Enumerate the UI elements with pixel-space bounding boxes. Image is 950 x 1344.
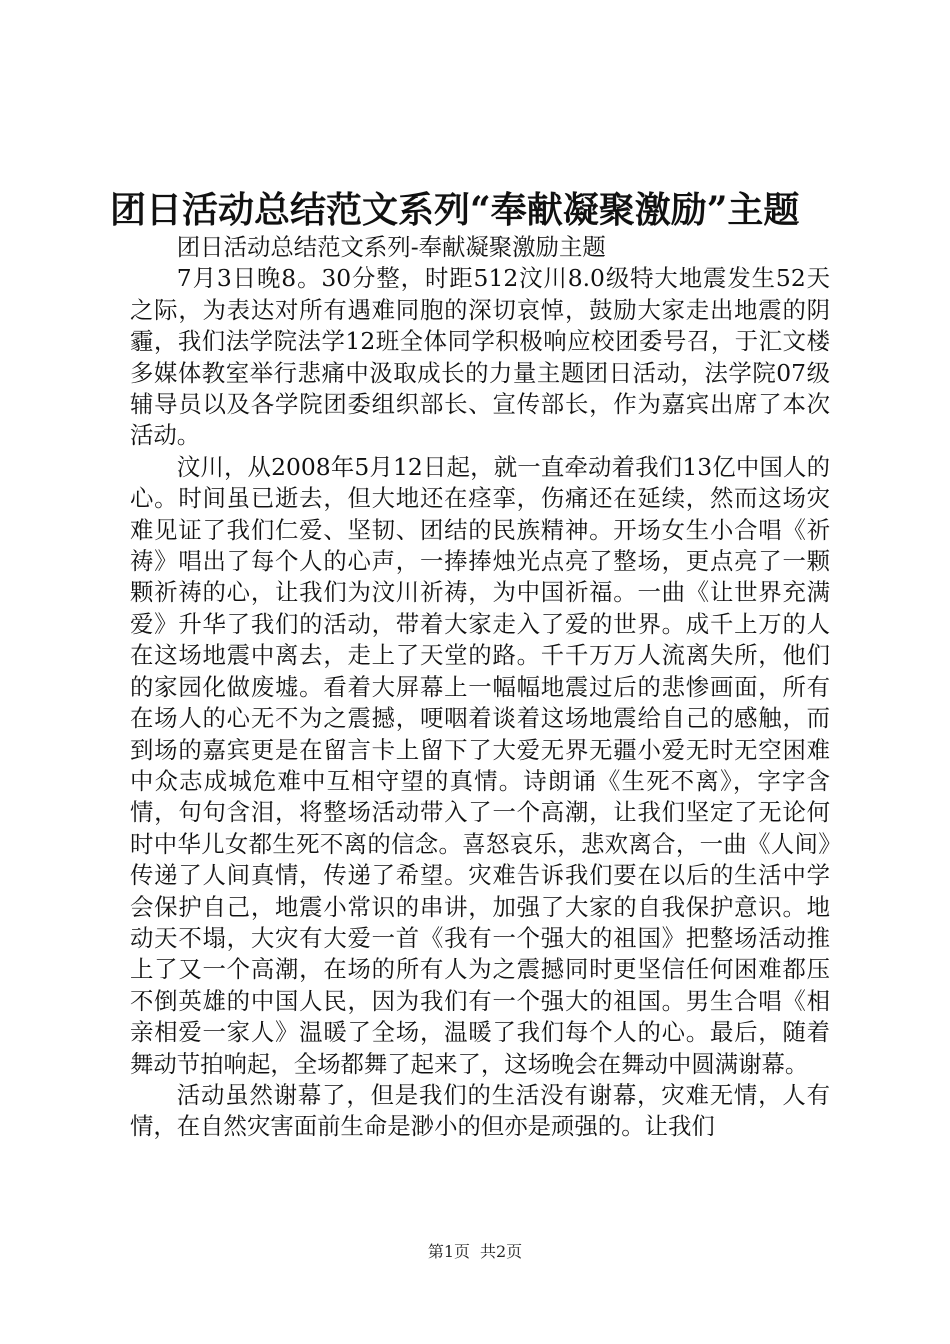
page-footer (0, 1242, 950, 1262)
paragraph-intro: 7月3日晚8。30分整，时距512汶川8.0级特大地震发生52天之际，为表达对所有遇难同胞的深切哀悼，鼓励大家走出地震的阴霾，我们法学院法学12班全体同学积极响应校团委号召，于汇文楼多媒体教室举行悲痛中汲取成长的力量主题团日活动，法学院07级辅导员以及各学院团委组织部长、宣传部长，作为嘉宾出席了本次活动。 (130, 264, 830, 450)
paragraph-subtitle: 团日活动总结范文系列-奉献凝聚激励主题 (176, 233, 606, 261)
page-number-current: 第1页 (427, 1242, 470, 1261)
document-title: 团日活动总结范文系列“奉献凝聚激励”主题 (110, 189, 800, 231)
paragraph-wenchuan: 汶川，从2008年5月12日起，就一直牵动着我们13亿中国人的心。时间虽已逝去，但大地还在痉挛，伤痛还在延续，然而这场灾难见证了我们仁爱、坚韧、团结的民族精神。开场女生小合唱《祈祷》唱出了每个人的心声，一捧捧烛光点亮了整场，更点亮了一颗颗祈祷的心，让我们为汶川祈祷，为中国祈福。一曲《让世界充满爱》升华了我们的活动，带着大家走入了爱的世界。成千上万的人在这场地震中离去，走上了天堂的路。千千万万人流离失所，他们的家园化做废墟。看着大屏幕上一幅幅地震过后的悲惨画面，所有在场人的心无不为之震撼，哽咽着谈着这场地震给自己的感触，而到场的嘉宾更是在留言卡上留下了大爱无界无疆小爱无时无空困难中众志成城危难中互相守望的真情。诗朗诵《生死不离》，字字含情，句句含泪，将整场活动带入了一个高潮，让我们坚定了无论何时中华儿女都生死不离的信念。喜怒哀乐，悲欢离合，一曲《人间》传递了人间真情，传递了希望。灾难告诉我们要在以后的生活中学会保护自己，地震小常识的串讲，加强了大家的自我保护意识。地动天不塌，大灾有大爱一首《我有一个强大的祖国》把整场活动推上了又一个高潮，在场的所有人为之震撼同时更坚信任何困难都压不倒英雄的中国人民，因为我们有一个强大的祖国。男生合唱《相亲相爱一家人》温暖了全场，温暖了我们每个人的心。最后，随着舞动节拍响起，全场都舞了起来了，这场晚会在舞动中圆满谢幕。 (130, 452, 830, 1078)
page-number-total: 共2页 (480, 1242, 523, 1261)
document-body (130, 232, 830, 1143)
paragraph-conclusion: 活动虽然谢幕了，但是我们的生活没有谢幕，灾难无情，人有情，在自然灾害面前生命是渺小的但亦是顽强的。让我们 (130, 1080, 830, 1141)
